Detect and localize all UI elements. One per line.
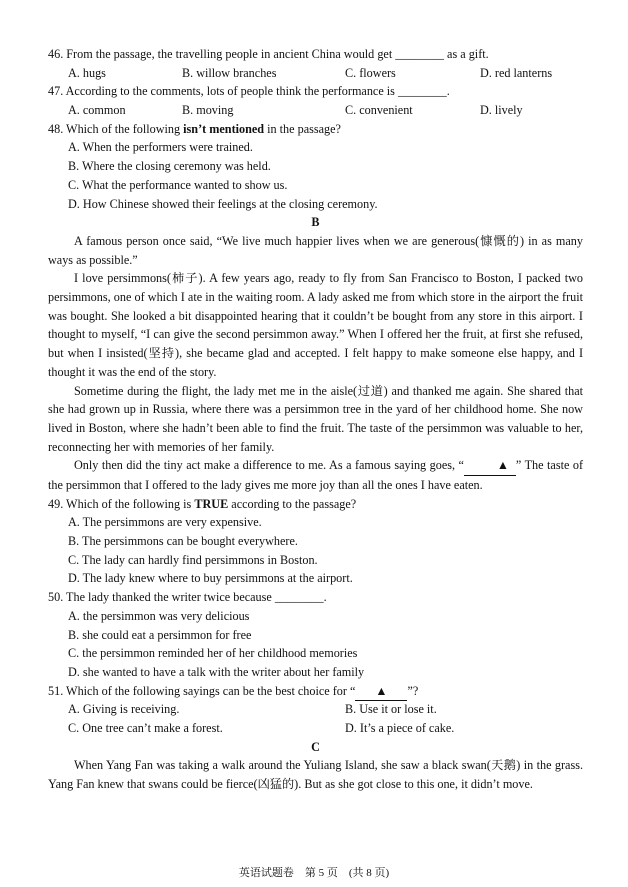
q50-option-b: B. she could eat a persimmon for free [68,627,252,642]
q51-options-row2 [48,719,583,738]
q48-option-a: A. When the performers were trained. [68,140,253,155]
q49-stem-post: according to the passage? [228,496,357,511]
q51-option-a: A. Giving is receiving. [68,702,180,717]
q48-stem-bold: isn’t mentioned [183,121,265,136]
q49-option-b: B. The persimmons can be bought everywhere. [68,534,298,549]
section-b-heading: B [311,215,320,230]
q50-stem: 50. The lady thanked the writer twice because ________. [48,590,327,605]
q49-option-d: D. The lady knew where to buy persimmons at the airport. [68,571,353,586]
q48-option-b: B. Where the closing ceremony was held. [68,159,271,174]
q46-stem: 46. From the passage, the travelling people in ancient China would get ________ as a gift. [48,47,489,61]
q46-option-a: A. hugs [68,65,106,80]
passage-b-p2: I love persimmons(柿子). A few years ago, ready to fly from San Francisco to Boston, I packed two persimmons, one of which I ate in the waiting room. A lady asked me from which store in the airport the fruit was bought. She looked a bit disappointed hearing that it couldn’t be bought from any store in this airport. I thought to myself, “I can give the second persimmon away.” When I offered her the fruit, at first she refused, but when I insisted(坚持), she became glad and accepted. I felt happy to make someone else happy, and I thought it was the end of the story. [48,271,583,379]
q46-options [48,64,583,83]
q50-option-c: C. the persimmon reminded her of her childhood memories [68,646,358,661]
q51-blank: ▲ [355,682,407,702]
q46-option-c: C. flowers [345,65,396,80]
passage-c [48,756,583,793]
q48-stem-post: in the passage? [264,121,341,136]
q47-option-d: D. lively [480,103,523,118]
page-footer: 英语试题卷 第 5 页 (共 8 页) [238,867,390,879]
passage-b-blank: ▲ [464,456,516,476]
q50-option-a: A. the persimmon was very delicious [68,608,250,623]
passage-c-p1: When Yang Fan was taking a walk around the Yuliang Island, she saw a black swan(天鹅) in the grass. Yang Fan knew that swans could be fierce(凶猛的). But as she got close to this one, it didn’t move. [48,758,583,792]
q51-option-c: C. One tree can’t make a forest. [68,720,223,735]
passage-b-p4-pre: Only then did the tiny act make a difference to me. As a famous saying goes, “ [74,458,464,473]
q49-stem-bold: TRUE [194,496,229,511]
q49-stem [48,495,583,514]
q48-option-d: D. How Chinese showed their feelings at the closing ceremony. [68,196,378,211]
section-c-heading: C [311,739,320,754]
q46-option-d: D. red lanterns [480,65,553,80]
q49-option-c: C. The lady can hardly find persimmons in Boston. [68,552,318,567]
q48-stem-pre: 48. Which of the following [48,121,184,136]
q51-stem [48,682,583,701]
q46-option-b: B. willow branches [182,65,277,80]
q49-option-a: A. The persimmons are very expensive. [68,515,262,530]
q51-stem-post: ”? [407,683,419,698]
exam-page [48,45,583,794]
q47-stem: 47. According to the comments, lots of people think the performance is ________. [48,84,450,99]
q51-stem-pre: 51. Which of the following sayings can be the best choice for “ [48,683,356,698]
passage-b-p4 [48,456,583,494]
q48-stem [48,120,583,139]
q51-option-d: D. It’s a piece of cake. [345,720,455,735]
q47-option-c: C. convenient [345,103,413,118]
q51-options-row1 [48,700,583,719]
q49-stem-pre: 49. Which of the following is [48,496,195,511]
passage-b-p1: A famous person once said, “We live much happier lives when we are generous(慷慨的) in as many ways as possible.” [48,233,583,267]
q48-option-c: C. What the performance wanted to show us. [68,177,288,192]
q47-option-b: B. moving [182,103,234,118]
passage-b [48,232,583,495]
q47-options [48,101,583,120]
q51-option-b: B. Use it or lose it. [345,702,437,717]
passage-b-p3: Sometime during the flight, the lady met me in the aisle(过道) and thanked me again. She shared that she had grown up in Russia, where there was a persimmon tree in the yard of her childhood home. She now lived in Boston, where she hadn’t been able to find the fruit. The taste of the persimmon was valuable to her, reconnecting her with memories of her family. [48,383,583,454]
q50-option-d: D. she wanted to have a talk with the writer about her family [68,664,365,679]
q47-option-a: A. common [68,103,126,118]
passage-b-p4-post: ” The taste of the persimmon that I offered to the lady gives me more joy than all the ones I have eaten. [48,458,584,493]
